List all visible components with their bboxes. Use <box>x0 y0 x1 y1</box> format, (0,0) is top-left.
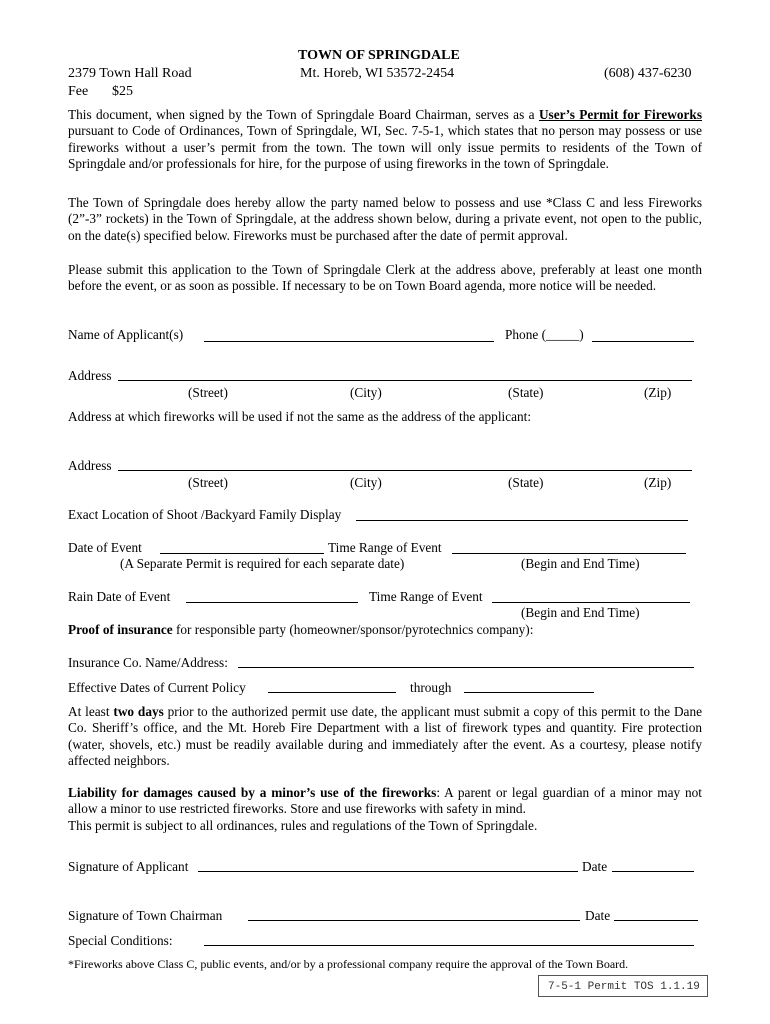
liability-notice: Liability for damages caused by a minor’s use of the fireworks: A parent or legal guardian of a minor may not allow a minor to use restricted fireworks. Store and use fireworks with safety in mind. <box>68 785 702 817</box>
policy-end-field[interactable] <box>464 692 594 693</box>
fee-label: Fee <box>68 84 89 99</box>
event-time-range-label: Time Range of Event <box>328 540 442 555</box>
intro-paragraph-3: Please submit this application to the Town of Springdale Clerk at the address above, preferably at least one month before the event, or as soon as possible. If necessary to be on Town Board agenda, more notice will be needed. <box>68 262 702 294</box>
event-date-label: Date of Event <box>68 540 142 555</box>
applicant-signature-field[interactable] <box>198 871 578 872</box>
event-time-range-field[interactable] <box>452 553 686 554</box>
town-phone: (608) 437-6230 <box>604 66 692 81</box>
form-id-box: 7-5-1 Permit TOS 1.1.19 <box>538 975 708 997</box>
street-caption: (Street) <box>188 385 228 400</box>
applicant-signature-label: Signature of Applicant <box>68 859 189 874</box>
rain-begin-end-caption: (Begin and End Time) <box>521 605 640 620</box>
chairman-date-field[interactable] <box>614 920 698 921</box>
document-title: TOWN OF SPRINGDALE <box>298 48 460 63</box>
policy-dates-label: Effective Dates of Current Policy <box>68 680 246 695</box>
policy-start-field[interactable] <box>268 692 396 693</box>
class-c-footnote: *Fireworks above Class C, public events, and/or by a professional company require the approval of the Town Board. <box>68 957 629 971</box>
applicant-name-label: Name of Applicant(s) <box>68 327 184 342</box>
fee-value: $25 <box>112 84 133 99</box>
applicant-address-field[interactable] <box>118 380 692 381</box>
applicant-name-field[interactable] <box>204 341 494 342</box>
applicant-date-field[interactable] <box>612 871 694 872</box>
city-caption: (City) <box>350 385 382 400</box>
event-date-field[interactable] <box>160 553 324 554</box>
separate-permit-note: (A Separate Permit is required for each separate date) <box>120 556 405 571</box>
use-state-caption: (State) <box>508 475 544 490</box>
use-address-field[interactable] <box>118 470 692 471</box>
chairman-signature-label: Signature of Town Chairman <box>68 908 223 923</box>
location-field[interactable] <box>356 520 688 521</box>
rain-time-range-field[interactable] <box>492 602 690 603</box>
insurance-heading: Proof of insurance for responsible party (homeowner/sponsor/pyrotechnics company): <box>68 622 534 637</box>
phone-label: Phone (_____) <box>505 327 584 342</box>
special-conditions-field[interactable] <box>204 945 694 946</box>
rain-date-label: Rain Date of Event <box>68 589 171 604</box>
applicant-phone-field[interactable] <box>592 341 694 342</box>
town-street-address: 2379 Town Hall Road <box>68 66 192 81</box>
zip-caption: (Zip) <box>644 385 672 400</box>
two-days-notice: At least two days prior to the authorized permit use date, the applicant must submit a copy of this permit to the Dane Co. Sheriff’s office, and the Mt. Horeb Fire Department with a list of firework types and quantity. Fire protection (water, shovels, etc.) must be readily available during and immediately after the event. As a courtesy, please notify affected neighbors. <box>68 704 703 769</box>
state-caption: (State) <box>508 385 544 400</box>
town-city-state-zip: Mt. Horeb, WI 53572-2454 <box>300 66 455 81</box>
applicant-address-label: Address <box>68 368 112 383</box>
insurance-name-field[interactable] <box>238 667 694 668</box>
insurance-name-label: Insurance Co. Name/Address: <box>68 655 228 670</box>
rain-date-field[interactable] <box>186 602 358 603</box>
applicant-date-label: Date <box>582 859 608 874</box>
event-begin-end-caption: (Begin and End Time) <box>521 556 640 571</box>
ordinance-statement: This permit is subject to all ordinances, rules and regulations of the Town of Springdale. <box>68 818 538 833</box>
alt-address-instruction: Address at which fireworks will be used if not the same as the address of the applicant: <box>68 409 532 424</box>
use-address-label: Address <box>68 458 112 473</box>
intro-paragraph-1: This document, when signed by the Town of Springdale Board Chairman, serves as a User’s Permit for Fireworks pursuant to Code of Ordinances, Town of Springdale, WI, Sec. 7-5-1, which states that no person may possess or use fireworks without a user’s permit from the town. The town will only issue permits to residents of the Town of Springdale and/or professionals for hire, for the purpose of using fireworks in the town of Springdale. <box>68 107 703 172</box>
chairman-signature-field[interactable] <box>248 920 580 921</box>
use-street-caption: (Street) <box>188 475 228 490</box>
location-label: Exact Location of Shoot /Backyard Family Display <box>68 507 342 522</box>
intro-paragraph-2: The Town of Springdale does hereby allow the party named below to possess and use *Class C and less Fireworks (2”-3” rockets) in the Town of Springdale, at the address shown below, during a private event, not open to the public, on the date(s) specified below. Fireworks must be purchased after the date of permit approval. <box>68 195 702 243</box>
users-permit-emphasis: User’s Permit for Fireworks <box>538 107 703 122</box>
through-label: through <box>410 680 452 695</box>
chairman-date-label: Date <box>585 908 611 923</box>
use-zip-caption: (Zip) <box>644 475 672 490</box>
use-city-caption: (City) <box>350 475 382 490</box>
special-conditions-label: Special Conditions: <box>68 933 173 948</box>
rain-time-range-label: Time Range of Event <box>369 589 483 604</box>
